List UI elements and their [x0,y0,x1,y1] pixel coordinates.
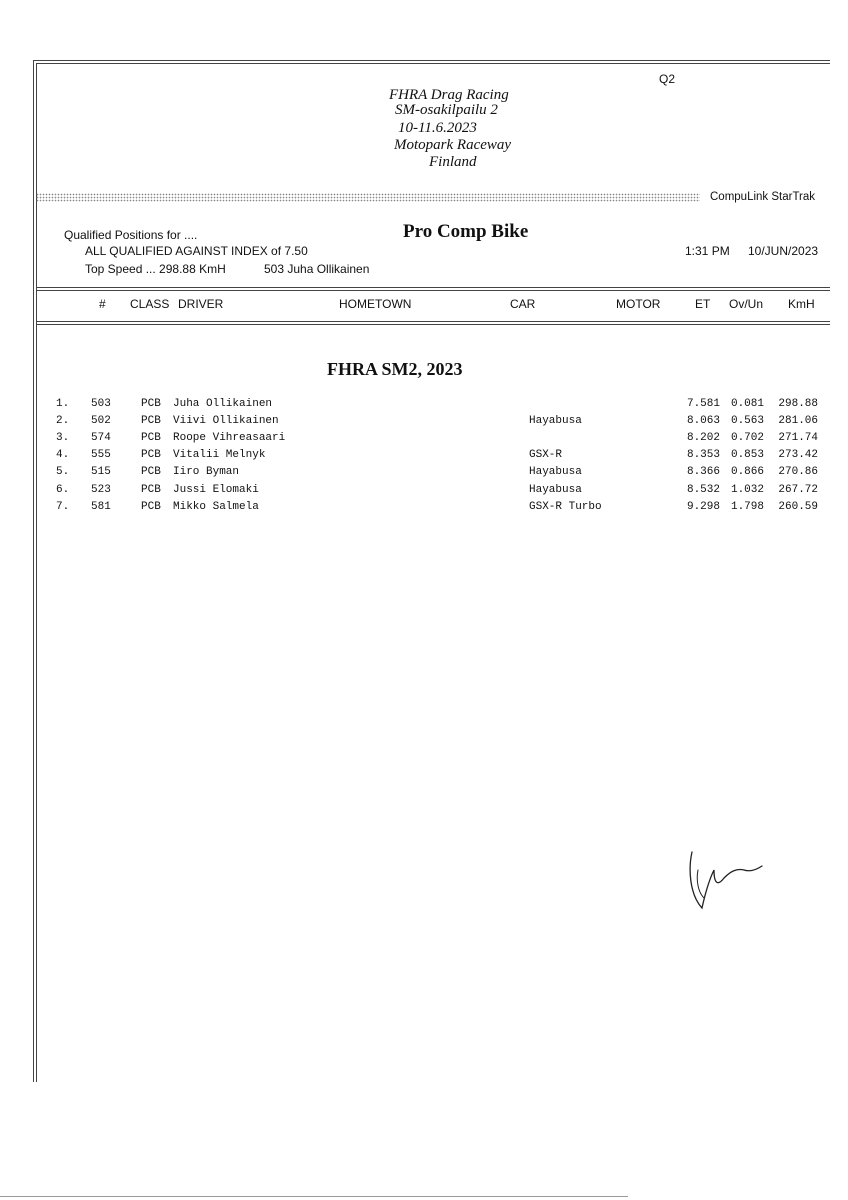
row-class: PCB [141,415,161,427]
event-line-4: Motopark Raceway [394,137,512,153]
table-row [0,415,848,432]
row-class: PCB [141,449,161,461]
row-num: 574 [91,432,111,444]
left-border [33,60,34,1082]
row-ovun: 1.032 [730,484,764,496]
row-car: GSX-R Turbo [529,501,602,513]
row-ovun: 0.866 [730,466,764,478]
row-kmh: 281.06 [778,415,818,427]
row-pos: 3. [56,432,70,444]
row-class: PCB [141,398,161,410]
row-num: 503 [91,398,111,410]
row-pos: 2. [56,415,70,427]
row-driver: Iiro Byman [173,466,240,478]
table-row [0,398,848,415]
row-driver: Viivi Ollikainen [173,415,279,427]
header-divider [36,287,830,288]
row-pos: 1. [56,398,70,410]
col-class: CLASS [130,297,170,311]
table-row [0,501,848,518]
row-num: 502 [91,415,111,427]
row-num: 555 [91,449,111,461]
row-et: 8.366 [686,466,720,478]
signature [680,840,780,920]
system-name: CompuLink StarTrak [710,191,816,203]
row-class: PCB [141,484,161,496]
section-title: FHRA SM2, 2023 [327,359,463,379]
row-kmh: 298.88 [778,398,818,410]
row-driver: Mikko Salmela [173,501,259,513]
class-title: Pro Comp Bike [403,221,529,242]
col-hometown: HOMETOWN [339,297,412,311]
row-class: PCB [141,432,161,444]
row-num: 515 [91,466,111,478]
row-ovun: 0.563 [730,415,764,427]
row-ovun: 0.081 [730,398,764,410]
row-car: Hayabusa [529,484,582,496]
row-et: 8.532 [686,484,720,496]
left-border-inner [36,63,37,1082]
row-class: PCB [141,466,161,478]
row-ovun: 0.853 [730,449,764,461]
row-car: Hayabusa [529,466,582,478]
index-line: ALL QUALIFIED AGAINST INDEX of 7.50 [85,244,308,258]
event-line-3: 10-11.6.2023 [398,120,477,136]
row-kmh: 271.74 [778,432,818,444]
row-driver: Roope Vihreasaari [173,432,286,444]
col-kmh: KmH [788,297,815,311]
col-car: CAR [510,297,536,311]
top-border-inner [36,63,830,64]
header-divider-2 [36,290,830,291]
top-speed-line: Top Speed ... 298.88 KmH [85,262,226,276]
row-et: 7.581 [686,398,720,410]
row-pos: 6. [56,484,70,496]
col-et: ET [695,297,711,311]
columns-divider-2 [36,324,830,325]
row-kmh: 267.72 [778,484,818,496]
dotted-band [36,193,700,202]
row-kmh: 260.59 [778,501,818,513]
bottom-rule [0,1196,628,1197]
row-car: Hayabusa [529,415,582,427]
event-line-2: SM-osakilpailu 2 [395,102,498,118]
table-row [0,484,848,501]
event-line-1: FHRA Drag Racing [389,87,509,103]
row-pos: 5. [56,466,70,478]
row-num: 581 [91,501,111,513]
event-line-5: Finland [429,154,477,170]
report-time: 1:31 PM [685,244,730,258]
row-car: GSX-R [529,449,563,461]
row-et: 8.202 [686,432,720,444]
report-code: Q2 [659,72,676,86]
col-num: # [99,297,106,311]
top-border [33,60,830,61]
row-pos: 4. [56,449,70,461]
qualified-for-label: Qualified Positions for .... [64,228,198,242]
row-driver: Juha Ollikainen [173,398,273,410]
row-ovun: 0.702 [730,432,764,444]
top-speed-holder: 503 Juha Ollikainen [264,262,370,276]
row-ovun: 1.798 [730,501,764,513]
col-ovun: Ov/Un [729,297,764,311]
row-et: 9.298 [686,501,720,513]
col-motor: MOTOR [616,297,661,311]
row-driver: Jussi Elomaki [173,484,259,496]
row-driver: Vitalii Melnyk [173,449,266,461]
row-num: 523 [91,484,111,496]
table-row [0,432,848,449]
row-kmh: 270.86 [778,466,818,478]
columns-divider [36,321,830,322]
row-et: 8.353 [686,449,720,461]
table-row [0,449,848,466]
report-date: 10/JUN/2023 [748,244,819,258]
row-kmh: 273.42 [778,449,818,461]
row-pos: 7. [56,501,70,513]
row-et: 8.063 [686,415,720,427]
row-class: PCB [141,501,161,513]
col-driver: DRIVER [178,297,224,311]
table-row [0,466,848,483]
